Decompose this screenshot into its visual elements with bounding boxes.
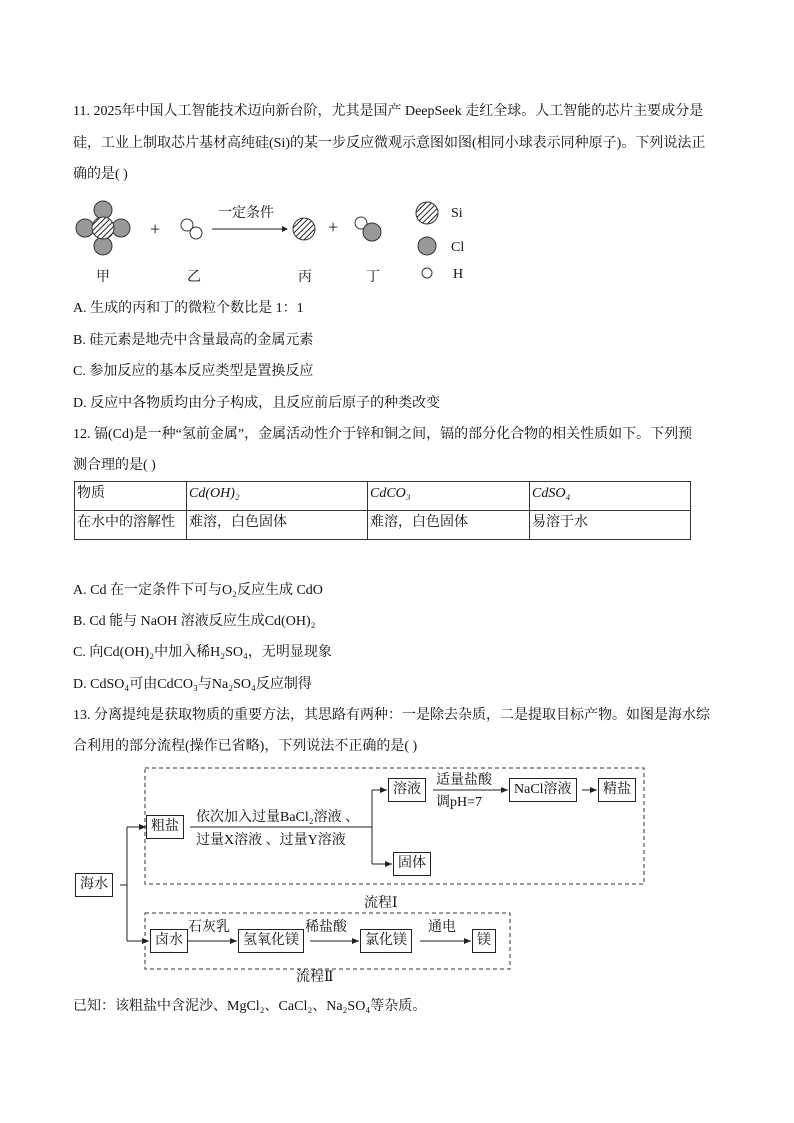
q12-option-a: A. Cd 在一定条件下可与O₂反应生成 CdO	[73, 583, 323, 598]
q12-option-c: C. 向Cd(OH)₂中加入稀H₂SO₄，无明显现象	[73, 645, 332, 660]
label-bing: 丙	[298, 270, 312, 285]
q13-stem-line1: 13. 分离提纯是获取物质的重要方法，其思路有两种：一是除去杂质，二是提取目标产物。如图是海水综	[73, 708, 710, 723]
q11-option-b: B. 硅元素是地壳中含量最高的金属元素	[73, 333, 314, 348]
q11-option-c: C. 参加反应的基本反应类型是置换反应	[73, 364, 314, 379]
reaction-condition: 一定条件	[218, 206, 274, 221]
seawater-box: 海水	[75, 873, 113, 897]
q11-stem-line3: 确的是( )	[73, 167, 128, 182]
q11-option-a: A. 生成的丙和丁的微粒个数比是 1：1	[73, 301, 304, 316]
electrolysis-label: 通电	[428, 920, 456, 935]
brine-box: 卤水	[150, 929, 188, 953]
ph-label: 调pH=7	[436, 795, 483, 810]
label-jia: 甲	[96, 270, 110, 285]
magnesium-box: 镁	[472, 929, 496, 953]
label-ding: 丁	[366, 270, 380, 285]
plus-sign-1: +	[150, 219, 161, 239]
label-yi: 乙	[187, 270, 201, 285]
table-cell: CdCO₃	[368, 482, 530, 511]
table-cell: Cd(OH)₂	[187, 482, 368, 511]
plus-sign-2: +	[328, 217, 339, 237]
q11-stem-line1: 11. 2025年中国人工智能技术迈向新台阶，尤其是国产 DeepSeek 走红全球。人工智能的芯片主要成分是	[73, 104, 704, 119]
q12-option-b: B. Cd 能与 NaOH 溶液反应生成Cd(OH)₂	[73, 614, 316, 629]
q12-stem-line1: 12. 镉(Cd)是一种“氢前金属”，金属活动性介于锌和铜之间，镉的部分化合物的相关性质如下。下列预	[73, 427, 693, 442]
table-cell: 难溶，白色固体	[368, 511, 530, 540]
crude-salt-box: 粗盐	[146, 815, 184, 839]
solution-box: 溶液	[388, 778, 426, 802]
refined-salt-box: 精盐	[598, 778, 636, 802]
dilute-hcl-label: 稀盐酸	[305, 920, 347, 935]
legend-h-label: H	[453, 267, 464, 282]
q13-stem-line2: 合利用的部分流程(操作已省略)，下列说法不正确的是( )	[73, 739, 418, 754]
table-cell: 在水中的溶解性	[75, 511, 187, 540]
table-cell: 易溶于水	[530, 511, 691, 540]
process2-label: 流程Ⅱ	[296, 970, 334, 985]
q12-stem-line2: 测合理的是( )	[73, 458, 156, 473]
q12-option-d: D. CdSO₄可由CdCO₃与Na₂SO₄反应制得	[73, 677, 312, 692]
step1-reagents-line2: 过量X溶液 、过量Y溶液	[196, 833, 346, 848]
q11-stem-line2: 硅，工业上制取芯片基材高纯硅(Si)的某一步反应微观示意图如图(相同小球表示同种原子)。下列说法正	[73, 136, 706, 151]
table-cell: CdSO₄	[530, 482, 691, 511]
mg-chloride-box: 氯化镁	[360, 929, 412, 953]
nacl-solution-box: NaCl溶液	[509, 778, 577, 802]
mg-hydroxide-box: 氢氧化镁	[238, 929, 304, 953]
solid-box: 固体	[393, 852, 431, 876]
q13-known-note: 已知：该粗盐中含泥沙、MgCl₂、CaCl₂、Na₂SO₄等杂质。	[73, 999, 427, 1014]
lime-label: 石灰乳	[188, 920, 230, 935]
legend-cl-label: Cl	[451, 240, 465, 255]
process1-label: 流程Ⅰ	[364, 896, 398, 911]
table-cell: 物质	[75, 482, 187, 511]
legend-si-label: Si	[451, 206, 463, 221]
step1-reagents-line1: 依次加入过量BaCl₂溶液 、	[196, 810, 360, 825]
table-cell: 难溶，白色固体	[187, 511, 368, 540]
acid-label: 适量盐酸	[436, 773, 492, 788]
q11-option-d: D. 反应中各物质均由分子构成，且反应前后原子的种类改变	[73, 396, 441, 411]
